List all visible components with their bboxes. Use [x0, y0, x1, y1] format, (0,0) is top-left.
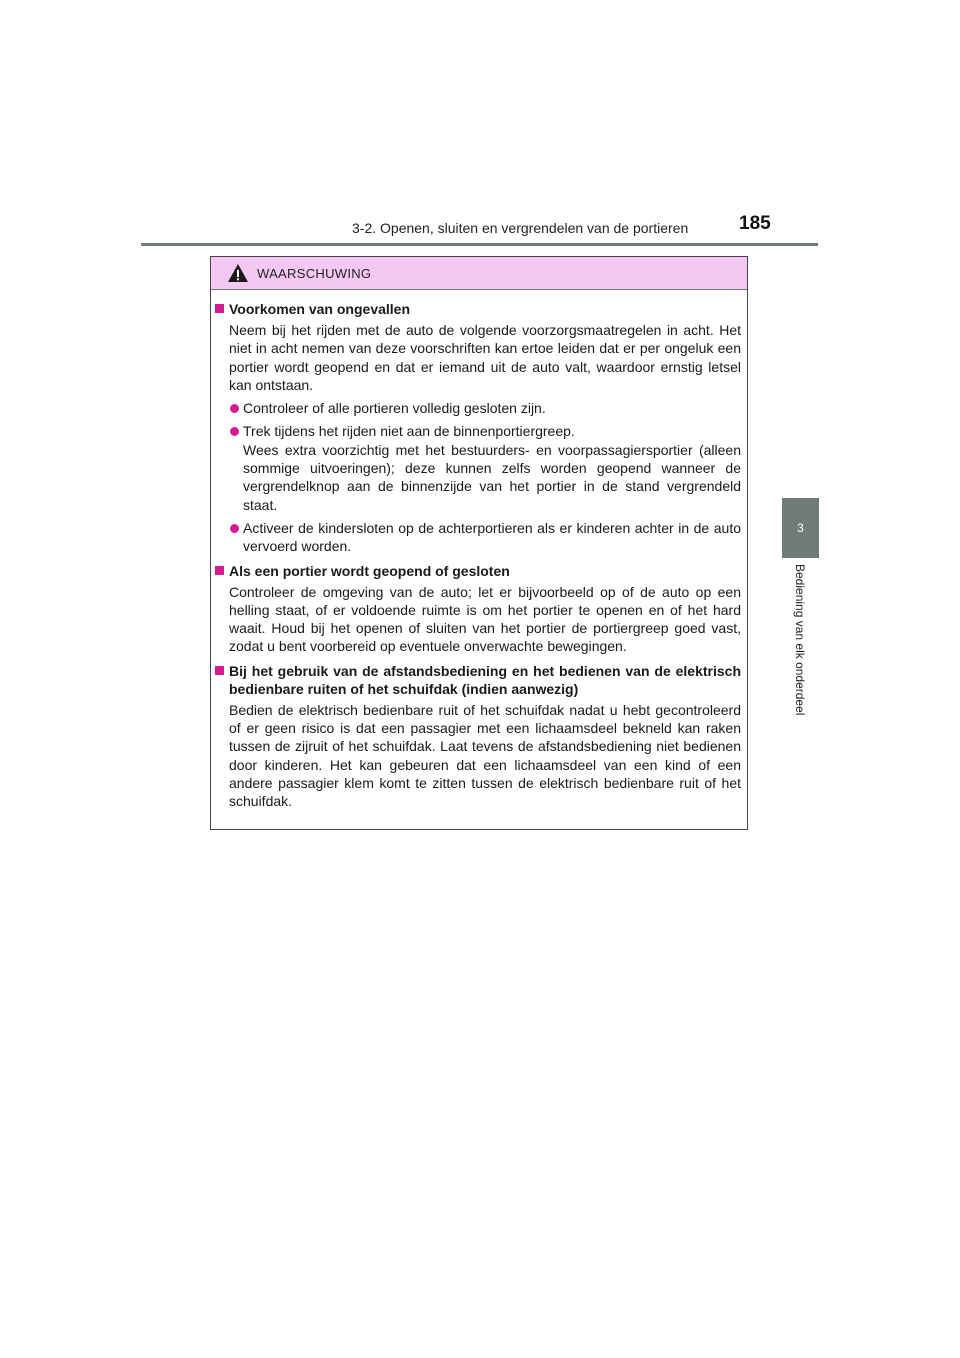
chapter-number: 3: [797, 521, 804, 535]
warning-label: WAARSCHUWING: [257, 265, 372, 281]
section-title: [215, 662, 741, 698]
page-header-title: 3-2. Openen, sluiten en vergrendelen van de portieren: [352, 220, 689, 236]
warning-section: [215, 662, 741, 811]
chapter-label-text: Bediening van elk onderdeel: [793, 564, 807, 716]
warning-header: [211, 257, 747, 290]
section-title-text: Bij het gebruik van de afstandsbediening en het bedienen van de elektrisch bedienbare ruiten of het schuifdak (indien aanwezig): [229, 662, 741, 697]
square-bullet-icon: [215, 666, 224, 675]
chapter-side-label: [783, 564, 817, 764]
warning-section: [215, 562, 741, 656]
square-bullet-icon: [215, 304, 224, 313]
warning-triangle-icon: [227, 263, 249, 283]
section-title: [215, 562, 741, 580]
warning-body: [211, 290, 747, 811]
section-paragraph: Controleer de omgeving van de auto; let er bijvoorbeeld op of de auto op een helling staat, of er voldoende ruimte is om het portier te openen en of het hard waait. Houd bij het openen of sluiten van het portier de portiergreep goed vast, zodat u bent voorbereid op eventuele onverwachte bewegingen.: [229, 583, 741, 655]
bullet-item: [215, 519, 741, 556]
section-paragraph: Neem bij het rijden met de auto de volgende voorzorgsmaatregelen in acht. Het niet in acht nemen van deze voorschriften kan ertoe leiden dat er per ongeluk een portier wordt geopend en dat er iemand uit de auto valt, waardoor ernstig letsel kan ontstaan.: [229, 322, 741, 393]
warning-section: [215, 300, 741, 556]
section-paragraph: Bedien de elektrisch bedienbare ruit of het schuifdak nadat u hebt gecontroleerd of er geen risico is dat een passagier met een lichaamsdeel bekneld kan raken tussen de zijruit of het schuifdak. Laat tevens de afstandsbediening niet bedienen door kinderen. Het kan gebeuren dat een lichaamsdeel van een kind of een andere passagier klem komt te zitten tussen de elektrisch bedienbare ruit of het schuifdak.: [229, 701, 741, 810]
chapter-tab: [782, 498, 819, 558]
section-title: [215, 300, 741, 318]
page-number: 185: [739, 213, 771, 234]
section-title-text: Als een portier wordt geopend of gesloten: [229, 562, 510, 579]
bullet-text: Trek tijdens het rijden niet aan de binnenportiergreep. Wees extra voorzichtig met het bestuurders- en voorpassagiersportier (alleen sommige uitvoeringen); deze kunnen zelfs worden geopend wanneer de vergrendelknop aan de binnenzijde van het portier in de stand vergrendeld staat.: [243, 423, 741, 513]
circle-bullet-icon: [230, 524, 239, 533]
bullet-text: Controleer of alle portieren volledig gesloten zijn.: [243, 400, 546, 417]
header-divider: [141, 243, 818, 246]
bullet-text: Activeer de kindersloten op de achterportieren als er kinderen achter in de auto vervoerd worden.: [243, 519, 741, 555]
section-title-text: Voorkomen van ongevallen: [229, 301, 411, 317]
warning-box: [210, 256, 748, 830]
square-bullet-icon: [215, 566, 224, 575]
bullet-item: [215, 422, 741, 513]
bullet-item: [215, 399, 741, 417]
